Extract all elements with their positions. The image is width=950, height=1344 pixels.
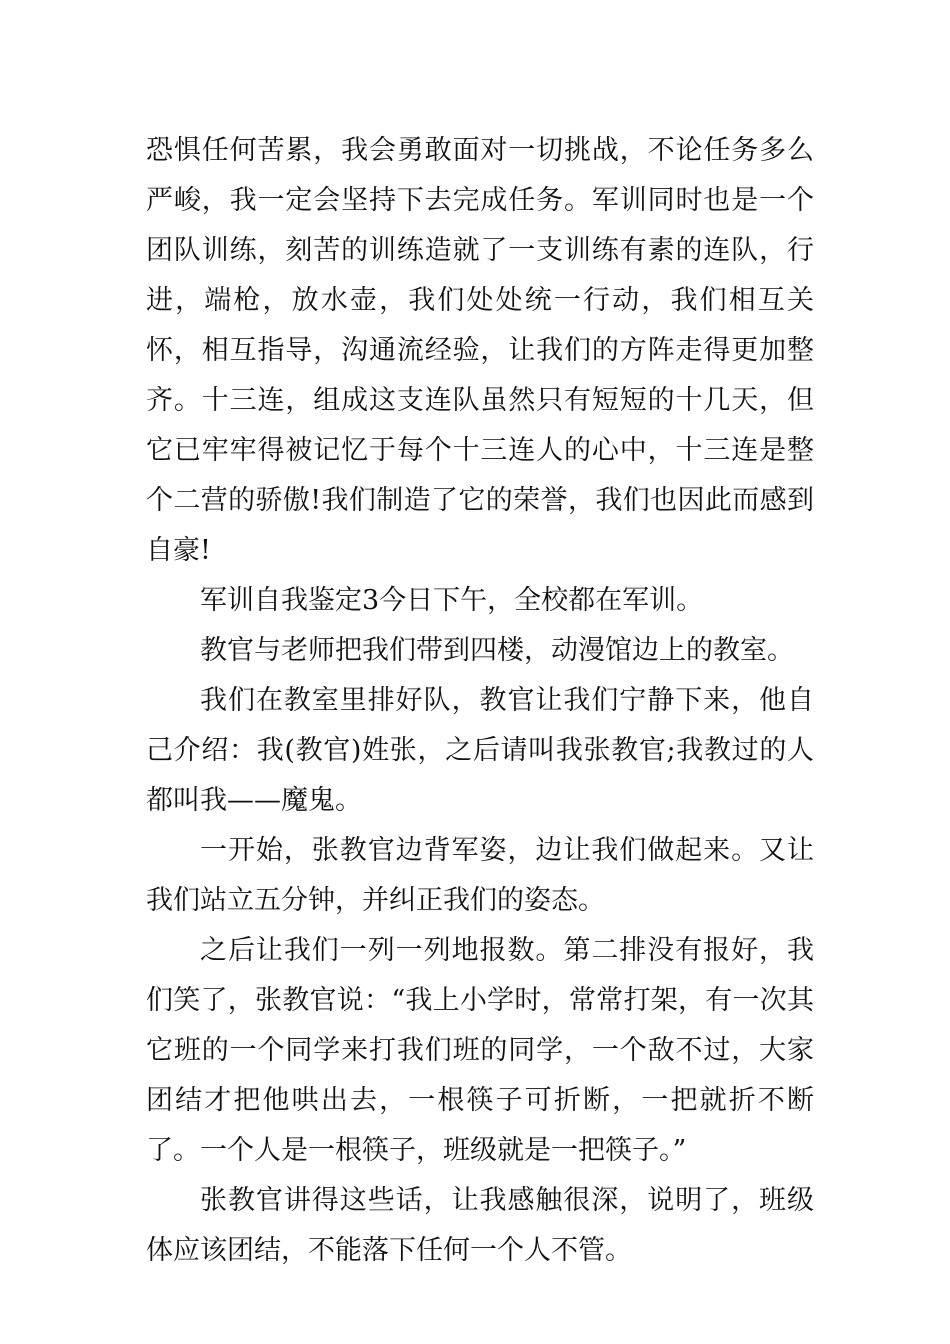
paragraph-continued: 恐惧任何苦累，我会勇敢面对一切挑战，不论任务多么严峻，我一定会坚持下去完成任务。军训同时也是一个团队训练，刻苦的训练造就了一支训练有素的连队，行进，端枪，放水壶，我们处处统一行动，我们相互关怀，相互指导，沟通流经验，让我们的方阵走得更加整齐。十三连，组成这支连队虽然只有短短的十几天，但它已牢牢得被记忆于每个十三连人的心中，十三连是整个二营的骄傲!我们制造了它的荣誉，我们也因此而感到自豪! [146,135,814,566]
paragraph: 之后让我们一列一列地报数。第二排没有报好，我们笑了，张教官说：“我上小学时，常常打架，有一次其它班的一个同学来打我们班的同学，一个敌不过，大家团结才把他哄出去，一根筷子可折断，一把就折不断了。一个人是一根筷子，班级就是一把筷子。” [146,935,814,1166]
paragraph: 我们在教室里排好队，教官让我们宁静下来，他自己介绍：我(教官)姓张，之后请叫我张教官;我教过的人都叫我——魔鬼。 [146,685,814,816]
paragraph: 张教官讲得这些话，让我感触很深，说明了，班级体应该团结，不能落下任何一个人不管。 [146,1185,814,1266]
paragraph: 教官与老师把我们带到四楼，动漫馆边上的教室。 [200,635,794,666]
document-body [146,126,814,1276]
paragraph: 军训自我鉴定3今日下午，全校都在军训。 [200,585,704,616]
paragraph: 一开始，张教官边背军姿，边让我们做起来。又让我们站立五分钟，并纠正我们的姿态。 [146,835,814,916]
